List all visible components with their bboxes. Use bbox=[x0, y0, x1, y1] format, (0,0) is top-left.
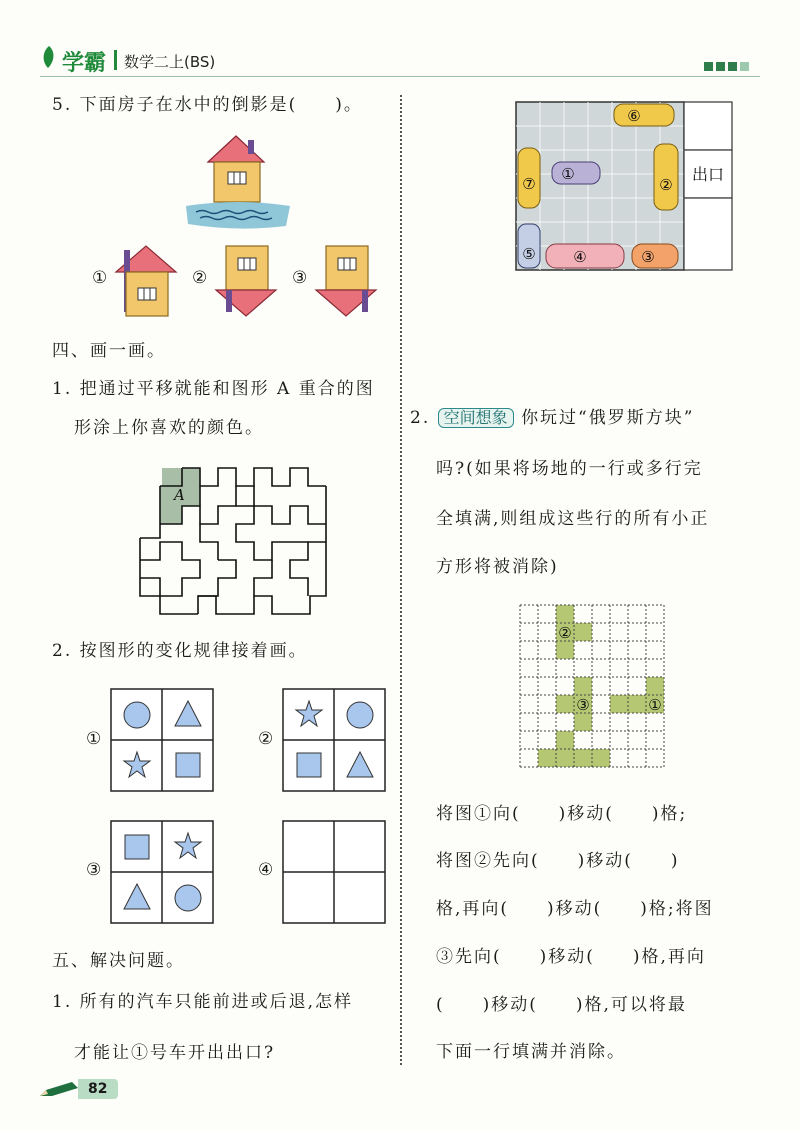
car-1 bbox=[552, 162, 600, 184]
parking-lot-figure bbox=[516, 102, 736, 272]
header-square bbox=[704, 62, 713, 71]
car-3 bbox=[632, 244, 678, 268]
grid-1-label: ① bbox=[86, 729, 104, 749]
grid-3-label: ③ bbox=[86, 860, 104, 880]
car-7-label: ⑦ bbox=[522, 175, 536, 193]
header-square bbox=[740, 62, 749, 71]
leaf-logo-icon bbox=[40, 44, 58, 70]
header-square bbox=[716, 62, 725, 71]
circle-icon bbox=[124, 702, 150, 728]
shape-a-label: A bbox=[174, 486, 185, 504]
square-icon bbox=[125, 835, 149, 859]
car-2-label: ② bbox=[659, 176, 673, 194]
answer-line[interactable]: 下面一行填满并消除。 bbox=[436, 1042, 626, 1062]
exit-label: 出口 bbox=[691, 165, 725, 184]
answer-line[interactable]: ③先向( )移动( )格,再向 bbox=[436, 947, 706, 967]
rq2-line4: 方形将被消除) bbox=[436, 557, 559, 577]
grid-2-label: ② bbox=[258, 729, 276, 749]
shape-1-label: ① bbox=[648, 696, 662, 714]
s4-q1-line1: 1. 把通过平移就能和图形 A 重合的图 bbox=[52, 379, 375, 399]
rq2-line3: 全填满,则组成这些行的所有小正 bbox=[436, 509, 710, 529]
answer-line[interactable]: 格,再向( )移动( )格;将图 bbox=[436, 899, 714, 919]
header-square bbox=[728, 62, 737, 71]
s5-q1-line1: 1. 所有的汽车只能前进或后退,怎样 bbox=[52, 992, 354, 1012]
section-5-title: 五、解决问题。 bbox=[52, 951, 185, 971]
brand-logo: 学霸 bbox=[62, 51, 107, 76]
circle-icon bbox=[347, 702, 373, 728]
car-6 bbox=[614, 104, 674, 126]
tetris-grid-figure[interactable] bbox=[520, 600, 668, 774]
pattern-grid-2 bbox=[282, 688, 386, 792]
option-1-label[interactable]: ① bbox=[92, 268, 110, 288]
shape-3-label: ③ bbox=[576, 696, 590, 714]
subject-title: 数学二上(BS) bbox=[124, 53, 216, 71]
pattern-grid-3 bbox=[110, 820, 214, 924]
answer-line[interactable]: 将图①向( )移动( )格; bbox=[436, 804, 688, 824]
rq2-number: 2. bbox=[410, 408, 431, 428]
q5-question: 5. 下面房子在水中的倒影是( )。 bbox=[52, 95, 363, 115]
spatial-imagination-tag: 空间想象 bbox=[438, 408, 514, 428]
house-option-1-figure[interactable] bbox=[112, 240, 182, 320]
footer-page-badge bbox=[38, 1078, 118, 1100]
house-option-3-figure[interactable] bbox=[312, 240, 382, 320]
pattern-grid-1 bbox=[110, 688, 214, 792]
header-rule bbox=[40, 76, 760, 77]
header-separator bbox=[114, 50, 117, 70]
page-number: 82 bbox=[88, 1081, 108, 1097]
section-4-title: 四、画一画。 bbox=[52, 341, 166, 361]
pattern-grid-4-blank[interactable] bbox=[282, 820, 386, 924]
car-6-label: ⑥ bbox=[627, 107, 641, 125]
pencil-icon bbox=[38, 1078, 82, 1100]
shape-2-label: ② bbox=[558, 624, 572, 642]
car-5-label: ⑤ bbox=[522, 245, 536, 263]
option-3-label[interactable]: ③ bbox=[292, 268, 310, 288]
square-icon bbox=[297, 753, 321, 777]
house-with-water-figure bbox=[178, 132, 298, 242]
s5-q1-line2: 才能让①号车开出出口? bbox=[74, 1043, 276, 1063]
rq2-line1 bbox=[410, 408, 694, 428]
translation-puzzle-figure[interactable] bbox=[138, 466, 338, 616]
header bbox=[40, 40, 760, 80]
house-option-2-figure[interactable] bbox=[212, 240, 282, 320]
car-3-label: ③ bbox=[641, 248, 655, 266]
answer-line[interactable]: 将图②先向( )移动( ) bbox=[436, 851, 680, 871]
answer-line[interactable]: ( )移动( )格,可以将最 bbox=[436, 995, 687, 1015]
grid-4-label: ④ bbox=[258, 860, 276, 880]
column-divider bbox=[400, 95, 402, 1065]
rq2-line2: 吗?(如果将场地的一行或多行完 bbox=[436, 459, 703, 479]
circle-icon bbox=[175, 885, 201, 911]
s4-q2: 2. 按图形的变化规律接着画。 bbox=[52, 641, 308, 661]
option-2-label[interactable]: ② bbox=[192, 268, 210, 288]
rq2-line1-text: 你玩过“俄罗斯方块” bbox=[521, 408, 695, 428]
s4-q1-line2: 形涂上你喜欢的颜色。 bbox=[74, 418, 264, 438]
square-icon bbox=[176, 753, 200, 777]
car-1-label: ① bbox=[561, 165, 575, 183]
car-4-label: ④ bbox=[573, 248, 587, 266]
